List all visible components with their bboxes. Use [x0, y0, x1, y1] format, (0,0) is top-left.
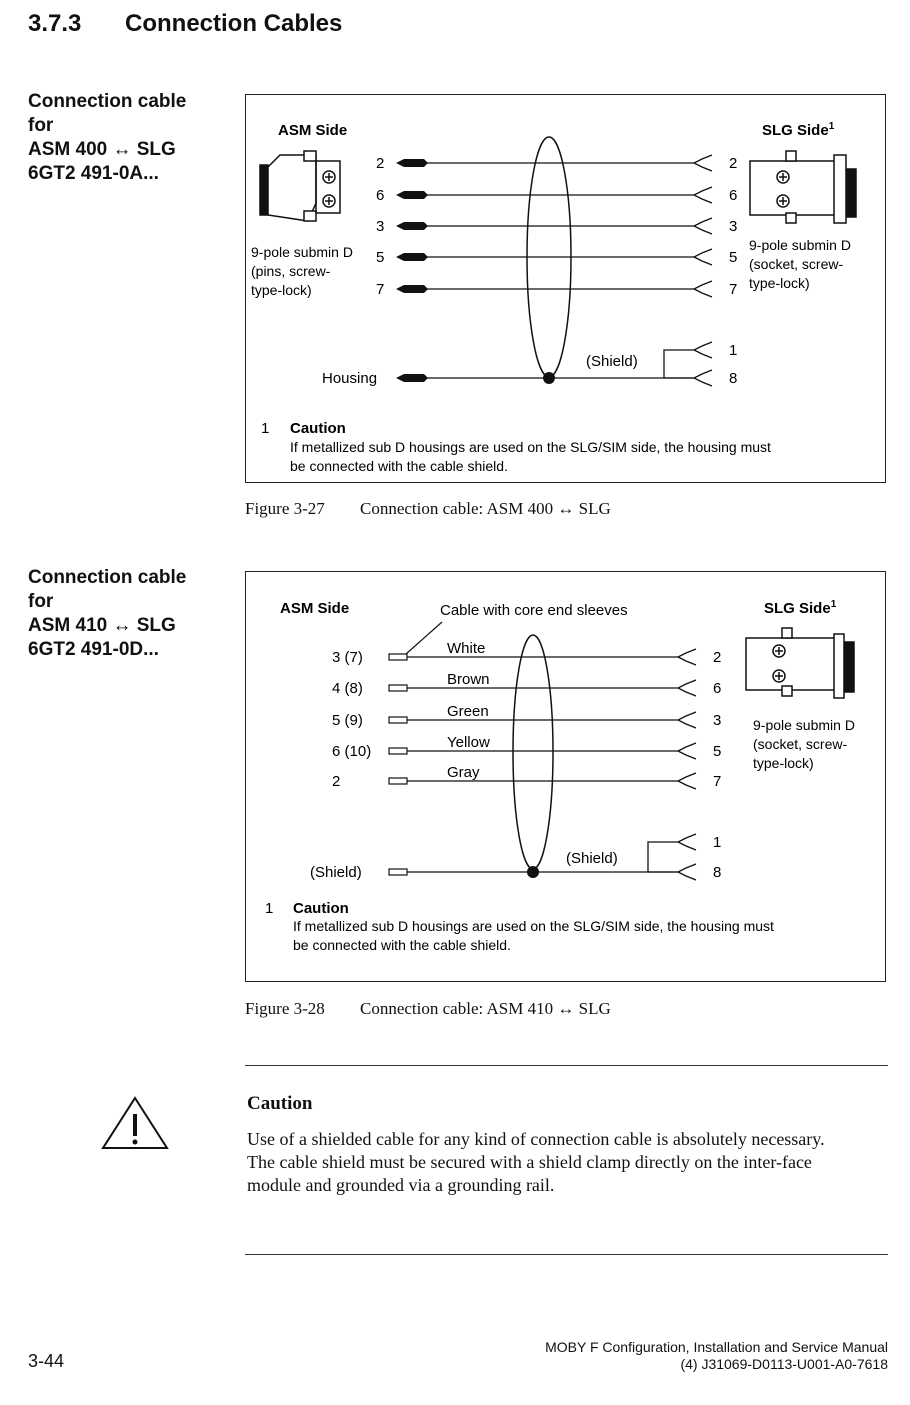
caption-text: Connection cable: ASM 400 ↔ SLG	[360, 499, 611, 518]
cable-label-pointer	[406, 622, 442, 654]
core-end-sleeve-icon	[389, 717, 407, 723]
core-end-sleeve-icon	[389, 778, 407, 784]
right-pin-label: 3	[729, 218, 738, 235]
socket-icon	[678, 773, 696, 789]
footnote-mark: 1	[830, 599, 837, 610]
right-pin-label: 7	[729, 281, 738, 298]
note-title: Caution	[293, 900, 349, 917]
figure-3-28	[245, 571, 886, 982]
manual-title: MOBY F Configuration, Installation and Service Manual	[545, 1339, 888, 1355]
footnote-mark: 1	[828, 121, 835, 132]
shield-pin-label: 8	[713, 864, 722, 881]
wires	[376, 155, 737, 387]
side-title-line: for	[28, 115, 54, 136]
divider-bottom	[245, 1254, 888, 1255]
note-title: Caution	[290, 420, 346, 437]
figure-3-28-diagram	[246, 572, 887, 983]
socket-icon	[678, 712, 696, 728]
side-title-line: ASM 410 ↔ SLG	[28, 615, 176, 636]
socket-icon	[694, 342, 712, 358]
socket-icon	[694, 370, 712, 386]
wire-color-label: Gray	[447, 764, 480, 781]
right-pin-label: 2	[729, 155, 738, 172]
note-text: If metallized sub D housings are used on the SLG/SIM side, the housing must	[290, 439, 771, 455]
note-text: be connected with the cable shield.	[290, 458, 508, 474]
cable-label: Cable with core end sleeves	[440, 602, 628, 619]
right-connector-icon	[750, 151, 856, 223]
side-title-line: for	[28, 591, 54, 612]
side-title-line: ASM 400 ↔ SLG	[28, 139, 176, 160]
wire-color-label: White	[447, 640, 486, 657]
left-pin-label: 4 (8)	[332, 680, 363, 697]
right-pin-label: 2	[713, 649, 722, 666]
shield-pin-label: 1	[713, 834, 722, 851]
section-heading	[28, 10, 342, 38]
right-pin-label: 6	[729, 187, 738, 204]
socket-icon	[694, 281, 712, 297]
shield-ellipse	[513, 635, 553, 869]
right-connector-desc: (socket, screw-	[749, 256, 844, 272]
shield-label: (Shield)	[566, 850, 618, 867]
wire-color-label: Brown	[447, 671, 490, 688]
caution-title: Caution	[247, 1093, 313, 1114]
socket-icon	[678, 864, 696, 880]
left-pin-label: 2	[332, 773, 341, 790]
socket-icon	[678, 834, 696, 850]
caution-body	[247, 1128, 867, 1197]
side-title-line: Connection cable	[28, 91, 187, 112]
doc-number: (4) J31069-D0113-U001-A0-7618	[680, 1356, 888, 1372]
left-pin-label: 3	[376, 218, 385, 235]
figure-3-27-diagram	[246, 95, 887, 484]
side-title-line: Connection cable	[28, 567, 187, 588]
right-pin-label: 3	[713, 712, 722, 729]
pin-plug-icon	[396, 191, 428, 199]
note-number: 1	[265, 900, 274, 917]
core-end-sleeve-icon	[389, 685, 407, 691]
right-connector-desc: type-lock)	[749, 275, 810, 291]
housing-plug-icon	[396, 374, 428, 382]
side-title-line: 6GT2 491-0A...	[28, 163, 159, 184]
socket-icon	[694, 155, 712, 171]
core-end-sleeve-icon	[389, 748, 407, 754]
left-pin-label: 7	[376, 281, 385, 298]
shield-junction	[527, 866, 539, 878]
side-title-line: 6GT2 491-0D...	[28, 639, 159, 660]
core-end-sleeve-icon	[389, 869, 407, 875]
slg-side-label: SLG Side$^1$	[764, 599, 837, 617]
left-pin-label: 5	[376, 249, 385, 266]
wire-color-label: Yellow	[447, 734, 490, 751]
pin-plug-icon	[396, 285, 428, 293]
pin-plug-icon	[396, 222, 428, 230]
caption-text: Connection cable: ASM 410 ↔ SLG	[360, 999, 611, 1018]
right-connector-icon	[746, 628, 854, 698]
socket-icon	[678, 680, 696, 696]
side-title-fig28	[28, 566, 186, 662]
socket-icon	[678, 743, 696, 759]
left-connector-desc: 9-pole submin D	[251, 244, 353, 260]
shield-pin-label: 1	[729, 342, 738, 359]
asm-side-label: ASM Side	[278, 122, 348, 139]
right-pin-label: 7	[713, 773, 722, 790]
socket-icon	[694, 249, 712, 265]
asm-side-label: ASM Side	[280, 600, 350, 617]
wires	[332, 640, 721, 881]
section-number: 3.7.3	[28, 10, 82, 37]
side-title-fig27	[28, 90, 186, 186]
right-connector-desc: (socket, screw-	[753, 736, 848, 752]
right-connector-desc: 9-pole submin D	[749, 237, 851, 253]
left-pin-label: 6	[376, 187, 385, 204]
socket-icon	[678, 649, 696, 665]
left-pin-label: 2	[376, 155, 385, 172]
left-connector-desc: (pins, screw-	[251, 263, 331, 279]
wire-color-label: Green	[447, 703, 489, 720]
right-connector-desc: type-lock)	[753, 755, 814, 771]
slg-side-label: SLG Side$^1$	[762, 121, 835, 139]
caption-label: Figure 3-28	[245, 999, 325, 1018]
left-shield-label: (Shield)	[310, 864, 362, 881]
left-pin-label: 3 (7)	[332, 649, 363, 666]
pin-plug-icon	[396, 159, 428, 167]
caution-line: Use of a shielded cable for any kind of connection cable is absolutely necessary.	[247, 1129, 825, 1149]
section-title: Connection Cables	[125, 10, 343, 37]
housing-label: Housing	[322, 370, 378, 387]
left-connector-icon	[260, 151, 340, 221]
note-text: be connected with the cable shield.	[293, 937, 511, 953]
warning-triangle-icon	[100, 1095, 170, 1151]
shield-label: (Shield)	[586, 353, 638, 370]
shield-branch	[648, 842, 678, 872]
right-pin-label: 5	[713, 743, 722, 760]
shield-pin-label: 8	[729, 370, 738, 387]
page-number: 3-44	[28, 1351, 65, 1371]
socket-icon	[694, 218, 712, 234]
footer-manual	[545, 1339, 888, 1373]
caption-fig28	[245, 999, 611, 1019]
left-pin-label: 5 (9)	[332, 712, 363, 729]
left-pin-label: 6 (10)	[332, 743, 372, 760]
right-pin-label: 6	[713, 680, 722, 697]
left-connector-desc: type-lock)	[251, 282, 312, 298]
note-text: If metallized sub D housings are used on the SLG/SIM side, the housing must	[293, 918, 774, 934]
figure-3-27	[245, 94, 886, 483]
caption-fig27	[245, 499, 611, 519]
core-end-sleeve-icon	[389, 654, 407, 660]
caption-label: Figure 3-27	[245, 499, 325, 518]
socket-icon	[694, 187, 712, 203]
shield-branch	[664, 350, 694, 378]
caution-line: The cable shield must be secured with a shield clamp directly on the inter-face module and grounded via a grounding rail.	[247, 1152, 812, 1195]
note-number: 1	[261, 420, 270, 437]
divider-top	[245, 1065, 888, 1066]
right-pin-label: 5	[729, 249, 738, 266]
pin-plug-icon	[396, 253, 428, 261]
right-connector-desc: 9-pole submin D	[753, 717, 855, 733]
